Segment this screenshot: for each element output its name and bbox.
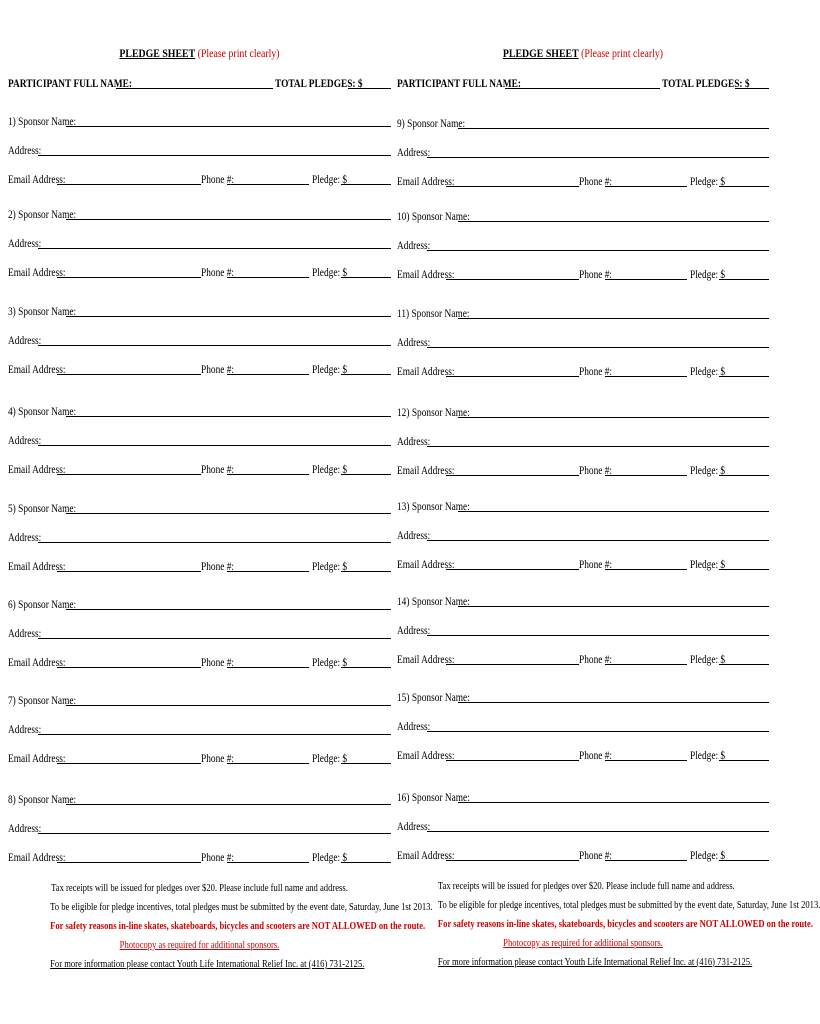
pledge-label: Pledge: $ <box>690 848 726 862</box>
sponsor-name-label: 12) Sponsor Name: <box>397 405 470 419</box>
email-field[interactable] <box>446 279 579 280</box>
sheet-heading <box>42 46 356 61</box>
phone-label: Phone #: <box>201 172 235 186</box>
contact-row <box>397 847 769 863</box>
address-label: Address: <box>8 626 42 640</box>
sponsor-name-label: 10) Sponsor Name: <box>397 209 470 223</box>
email-field[interactable] <box>446 760 579 761</box>
phone-label: Phone #: <box>201 850 235 864</box>
email-label: Email Address: <box>397 557 455 571</box>
phone-field[interactable] <box>605 860 687 861</box>
phone-label: Phone #: <box>201 655 235 669</box>
sponsor-name-row <box>397 404 769 420</box>
contact-row <box>397 651 769 667</box>
email-field[interactable] <box>57 277 201 278</box>
sponsor-name-label: 7) Sponsor Name: <box>8 693 77 707</box>
phone-label: Phone #: <box>201 362 235 376</box>
email-label: Email Address: <box>8 265 66 279</box>
pledge-field[interactable] <box>719 664 769 665</box>
sponsor-name-row <box>8 403 391 419</box>
email-label: Email Address: <box>8 751 66 765</box>
email-field[interactable] <box>57 374 201 375</box>
phone-label: Phone #: <box>579 748 613 762</box>
contact-row <box>397 173 769 189</box>
pledge-label: Pledge: $ <box>312 751 348 765</box>
contact-row <box>397 363 769 379</box>
phone-field[interactable] <box>227 862 309 863</box>
email-label: Email Address: <box>8 172 66 186</box>
pledge-field[interactable] <box>719 475 769 476</box>
address-label: Address: <box>397 819 431 833</box>
sponsor-name-row <box>397 115 769 131</box>
email-field[interactable] <box>57 571 201 572</box>
pledge-field[interactable] <box>719 279 769 280</box>
sponsor-name-row <box>8 791 391 807</box>
sponsor-name-row <box>397 498 769 514</box>
participant-name-label: PARTICIPANT FULL NAME: <box>8 76 132 90</box>
address-row <box>397 527 769 543</box>
participant-name-field[interactable] <box>505 88 660 89</box>
phone-field[interactable] <box>605 569 687 570</box>
sponsor-name-label: 11) Sponsor Name: <box>397 306 470 320</box>
contact-row <box>8 461 391 477</box>
address-row <box>397 334 769 350</box>
email-field[interactable] <box>57 667 201 668</box>
address-field[interactable] <box>38 345 391 346</box>
phone-label: Phone #: <box>579 174 613 188</box>
phone-field[interactable] <box>227 374 309 375</box>
contact-note: For more information please contact Youth Life International Relief Inc. at (416) 731-2125. <box>50 958 365 970</box>
address-row <box>8 529 391 545</box>
pledge-label: Pledge: $ <box>690 463 726 477</box>
footer-notes <box>397 877 820 972</box>
pledge-label: Pledge: $ <box>312 559 348 573</box>
sponsor-name-field[interactable] <box>458 606 769 607</box>
address-label: Address: <box>8 722 42 736</box>
pledge-label: Pledge: $ <box>312 362 348 376</box>
contact-row <box>397 266 769 282</box>
address-label: Address: <box>8 821 42 835</box>
sheet-subtitle: (Please print clearly) <box>581 46 664 60</box>
pledge-label: Pledge: $ <box>690 652 726 666</box>
sponsor-name-field[interactable] <box>66 609 391 610</box>
sponsor-name-field[interactable] <box>66 416 391 417</box>
sponsor-name-label: 5) Sponsor Name: <box>8 501 77 515</box>
tax-note: Tax receipts will be issued for pledges over $20. Please include full name and address. <box>437 880 735 892</box>
address-label: Address: <box>397 623 431 637</box>
pledge-field[interactable] <box>341 571 391 572</box>
pledge-field[interactable] <box>341 862 391 863</box>
email-field[interactable] <box>57 474 201 475</box>
phone-label: Phone #: <box>201 462 235 476</box>
pledge-label: Pledge: $ <box>690 174 726 188</box>
sponsor-name-row <box>8 303 391 319</box>
footer-notes <box>8 879 433 974</box>
pledge-field[interactable] <box>719 376 769 377</box>
address-row <box>397 622 769 638</box>
address-label: Address: <box>8 530 42 544</box>
phone-field[interactable] <box>227 571 309 572</box>
address-field[interactable] <box>38 734 391 735</box>
sheet-title: PLEDGE SHEET <box>119 46 196 60</box>
pledge-field[interactable] <box>719 860 769 861</box>
sponsor-name-field[interactable] <box>458 702 769 703</box>
email-label: Email Address: <box>8 850 66 864</box>
address-label: Address: <box>8 333 42 347</box>
phone-field[interactable] <box>227 184 309 185</box>
address-field[interactable] <box>427 347 769 348</box>
email-field[interactable] <box>446 860 579 861</box>
email-field[interactable] <box>57 763 201 764</box>
email-field[interactable] <box>446 475 579 476</box>
address-field[interactable] <box>38 445 391 446</box>
email-label: Email Address: <box>8 559 66 573</box>
email-field[interactable] <box>446 376 579 377</box>
contact-row <box>397 747 769 763</box>
address-field[interactable] <box>38 542 391 543</box>
sponsor-name-row <box>397 208 769 224</box>
contact-row <box>397 556 769 572</box>
participant-row <box>8 75 391 91</box>
phone-label: Phone #: <box>579 848 613 862</box>
phone-field[interactable] <box>605 664 687 665</box>
phone-field[interactable] <box>605 186 687 187</box>
contact-note: For more information please contact Youth Life International Relief Inc. at (416) 731-2125. <box>437 956 753 968</box>
email-field[interactable] <box>446 186 579 187</box>
sponsor-name-field[interactable] <box>458 511 769 512</box>
address-label: Address: <box>397 145 431 159</box>
sponsor-name-field[interactable] <box>458 221 769 222</box>
address-row <box>8 235 391 251</box>
sponsor-name-label: 14) Sponsor Name: <box>397 594 470 608</box>
pledge-label: Pledge: $ <box>312 655 348 669</box>
sponsor-name-field[interactable] <box>66 316 391 317</box>
address-field[interactable] <box>427 446 769 447</box>
pledge-field[interactable] <box>719 186 769 187</box>
phone-field[interactable] <box>227 277 309 278</box>
sponsor-name-row <box>8 206 391 222</box>
address-field[interactable] <box>427 831 769 832</box>
address-row <box>397 718 769 734</box>
eligibility-note: To be eligible for pledge incentives, total pledges must be submitted by the event date, Saturday, June 1st 2013. <box>50 901 433 913</box>
phone-label: Phone #: <box>201 265 235 279</box>
email-field[interactable] <box>446 664 579 665</box>
pledge-field[interactable] <box>341 374 391 375</box>
address-label: Address: <box>397 434 431 448</box>
phone-field[interactable] <box>605 475 687 476</box>
pledge-label: Pledge: $ <box>690 364 726 378</box>
email-label: Email Address: <box>397 652 455 666</box>
sponsor-name-field[interactable] <box>66 804 391 805</box>
address-row <box>8 332 391 348</box>
contact-row <box>8 558 391 574</box>
pledge-label: Pledge: $ <box>312 462 348 476</box>
pledge-field[interactable] <box>341 277 391 278</box>
phone-label: Phone #: <box>201 751 235 765</box>
pledge-label: Pledge: $ <box>690 267 726 281</box>
address-row <box>397 144 769 160</box>
email-label: Email Address: <box>397 267 455 281</box>
sponsor-name-label: 6) Sponsor Name: <box>8 597 77 611</box>
phone-label: Phone #: <box>579 557 613 571</box>
sponsor-name-field[interactable] <box>66 513 391 514</box>
contact-row <box>8 264 391 280</box>
sponsor-name-row <box>397 689 769 705</box>
address-field[interactable] <box>38 833 391 834</box>
address-row <box>8 721 391 737</box>
email-label: Email Address: <box>8 462 66 476</box>
safety-note: For safety reasons in-line skates, skateboards, bicycles and scooters are NOT ALLOWED on the route. <box>50 920 426 932</box>
address-field[interactable] <box>38 155 391 156</box>
phone-field[interactable] <box>605 279 687 280</box>
sponsor-name-label: 4) Sponsor Name: <box>8 404 77 418</box>
address-field[interactable] <box>427 250 769 251</box>
address-row <box>8 625 391 641</box>
sponsor-name-row <box>8 692 391 708</box>
address-row <box>8 142 391 158</box>
address-field[interactable] <box>427 731 769 732</box>
sponsor-name-label: 9) Sponsor Name: <box>397 116 466 130</box>
email-label: Email Address: <box>397 748 455 762</box>
pledge-field[interactable] <box>341 184 391 185</box>
sponsor-name-field[interactable] <box>458 318 769 319</box>
photocopy-note: Photocopy as required for additional sponsors. <box>119 939 280 951</box>
sheet-heading <box>430 46 735 61</box>
address-label: Address: <box>397 528 431 542</box>
pledge-field[interactable] <box>341 474 391 475</box>
tax-note: Tax receipts will be issued for pledges over $20. Please include full name and address. <box>51 882 348 894</box>
email-field[interactable] <box>57 862 201 863</box>
phone-label: Phone #: <box>579 364 613 378</box>
address-label: Address: <box>8 433 42 447</box>
email-label: Email Address: <box>397 463 455 477</box>
address-row <box>397 818 769 834</box>
sponsor-name-field[interactable] <box>458 417 769 418</box>
phone-field[interactable] <box>227 474 309 475</box>
sponsor-name-field[interactable] <box>66 126 391 127</box>
phone-field[interactable] <box>227 763 309 764</box>
sponsor-name-row <box>397 305 769 321</box>
address-label: Address: <box>8 143 42 157</box>
email-field[interactable] <box>446 569 579 570</box>
safety-note: For safety reasons in-line skates, skateboards, bicycles and scooters are NOT ALLOWED on the route. <box>437 918 813 930</box>
contact-row <box>8 361 391 377</box>
sponsor-name-row <box>8 113 391 129</box>
email-label: Email Address: <box>397 174 455 188</box>
sponsor-name-label: 13) Sponsor Name: <box>397 499 470 513</box>
sponsor-name-label: 15) Sponsor Name: <box>397 690 470 704</box>
contact-row <box>8 171 391 187</box>
pledge-label: Pledge: $ <box>312 850 348 864</box>
address-row <box>397 433 769 449</box>
contact-row <box>8 849 391 865</box>
email-label: Email Address: <box>8 655 66 669</box>
email-field[interactable] <box>57 184 201 185</box>
sponsor-name-field[interactable] <box>458 128 769 129</box>
sponsor-name-label: 1) Sponsor Name: <box>8 114 77 128</box>
address-field[interactable] <box>427 157 769 158</box>
address-field[interactable] <box>427 540 769 541</box>
address-label: Address: <box>8 236 42 250</box>
sponsor-name-field[interactable] <box>66 705 391 706</box>
sponsor-name-label: 3) Sponsor Name: <box>8 304 77 318</box>
address-label: Address: <box>397 719 431 733</box>
pledge-label: Pledge: $ <box>312 265 348 279</box>
sponsor-name-field[interactable] <box>458 802 769 803</box>
pledge-field[interactable] <box>719 569 769 570</box>
sponsor-name-row <box>397 593 769 609</box>
email-label: Email Address: <box>397 848 455 862</box>
pledge-label: Pledge: $ <box>690 748 726 762</box>
address-field[interactable] <box>38 248 391 249</box>
sponsor-name-field[interactable] <box>66 219 391 220</box>
sheet-title: PLEDGE SHEET <box>502 46 579 60</box>
sponsor-name-row <box>397 789 769 805</box>
sponsor-name-label: 8) Sponsor Name: <box>8 792 77 806</box>
address-label: Address: <box>397 238 431 252</box>
phone-field[interactable] <box>227 667 309 668</box>
total-pledges-label: TOTAL PLEDGES: $ <box>662 76 750 90</box>
address-row <box>8 432 391 448</box>
address-label: Address: <box>397 335 431 349</box>
contact-row <box>8 750 391 766</box>
participant-name-label: PARTICIPANT FULL NAME: <box>397 76 521 90</box>
sponsor-name-row <box>8 596 391 612</box>
email-label: Email Address: <box>397 364 455 378</box>
address-row <box>397 237 769 253</box>
address-row <box>8 820 391 836</box>
pledge-field[interactable] <box>341 763 391 764</box>
eligibility-note: To be eligible for pledge incentives, total pledges must be submitted by the event date, Saturday, June 1st 2013. <box>437 899 820 911</box>
pledge-field[interactable] <box>719 760 769 761</box>
phone-label: Phone #: <box>579 463 613 477</box>
pledge-label: Pledge: $ <box>312 172 348 186</box>
phone-field[interactable] <box>605 376 687 377</box>
contact-row <box>397 462 769 478</box>
sheet-subtitle: (Please print clearly) <box>197 46 280 60</box>
phone-label: Phone #: <box>579 652 613 666</box>
address-field[interactable] <box>38 638 391 639</box>
phone-field[interactable] <box>605 760 687 761</box>
sponsor-name-row <box>8 500 391 516</box>
address-field[interactable] <box>427 635 769 636</box>
phone-label: Phone #: <box>201 559 235 573</box>
participant-row <box>397 75 769 91</box>
pledge-label: Pledge: $ <box>690 557 726 571</box>
photocopy-note: Photocopy as required for additional sponsors. <box>503 937 663 949</box>
pledge-field[interactable] <box>341 667 391 668</box>
sponsor-name-label: 16) Sponsor Name: <box>397 790 470 804</box>
total-pledges-label: TOTAL PLEDGES: $ <box>275 76 363 90</box>
sponsor-name-label: 2) Sponsor Name: <box>8 207 77 221</box>
phone-label: Phone #: <box>579 267 613 281</box>
participant-name-field[interactable] <box>116 88 273 89</box>
contact-row <box>8 654 391 670</box>
email-label: Email Address: <box>8 362 66 376</box>
